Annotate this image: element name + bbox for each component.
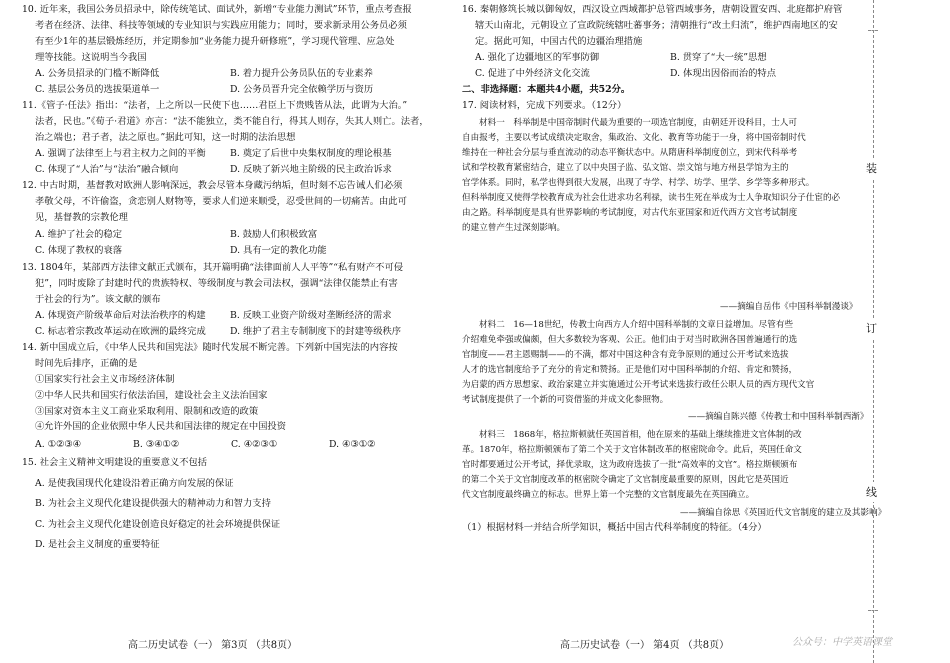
- material-3-line: 革。1870年，格拉斯顿颁布了第二个关于文官体制改革的枢密院命令。此后，英国任命文: [462, 445, 802, 455]
- question-16-line: 16. 秦朝修筑长城以御匈奴，西汉设立西域都护总管西域事务，唐朝设置安西、北庭都护府管: [462, 4, 843, 15]
- watermark: 公众号：中学英语课堂: [792, 637, 892, 648]
- option-d: D. 是社会主义制度的重要特征: [35, 539, 160, 550]
- material-1-line: 由之路。科举制度是具有世界影响的考试制度，对古代东亚国家和近代西方文官考试制度: [462, 208, 798, 218]
- question-15-line: 15. 社会主义精神文明建设的重要意义不包括: [22, 457, 208, 468]
- binding-bracket: [868, 30, 878, 32]
- option-b: B. ③④①②: [133, 439, 180, 450]
- binding-label-zhuang: 装: [866, 158, 877, 178]
- option-a: A. 体现资产阶级革命后对法治秩序的构建: [35, 310, 206, 321]
- option-a: A. 强调了法律至上与君主权力之间的平衡: [35, 148, 206, 159]
- binding-label-xian: 线: [866, 482, 877, 502]
- material-1-line: 维持在一种社会分层与垂直流动的动态平衡状态中。从隋唐科举制度创立，到宋代科举考: [462, 148, 798, 158]
- question-10-line: 考者在经济、法律、科技等领域的专业知识与实践应用能力；同时，要求新录用公务员必须: [35, 19, 407, 31]
- option-a: A. 维护了社会的稳定: [35, 229, 122, 240]
- option-d: D. ④③①②: [329, 439, 376, 450]
- material-3-source: ——摘编自徐思《英国近代文官制度的建立及其影响》: [680, 508, 887, 518]
- question-12-line: 见，基督教的宗教伦理: [35, 211, 128, 223]
- page-footer-left: 高二历史试卷（一） 第3页 （共8页）: [128, 640, 298, 651]
- material-1: [462, 116, 840, 236]
- option-b: B. 着力提升公务员队伍的专业素养: [230, 68, 373, 79]
- question-14-line: ①国家实行社会主义市场经济体制: [35, 373, 175, 385]
- binding-bracket: [868, 610, 878, 612]
- option-d: D. 体现出因俗而治的特点: [670, 68, 777, 79]
- question-14: [22, 340, 398, 435]
- question-15: [22, 453, 280, 556]
- option-c: C. 为社会主义现代化建设创造良好稳定的社会环境提供保证: [35, 518, 281, 530]
- question-10-options: [35, 66, 435, 98]
- option-d: D. 公务员晋升完全依赖学历与资历: [230, 84, 374, 95]
- material-1-line: 的建立曾产生过深刻影响。: [462, 223, 566, 233]
- option-c: C. 体现了教权的衰落: [35, 245, 123, 256]
- material-3: [462, 428, 802, 503]
- option-a: A. 是使我国现代化建设沿着正确方向发展的保证: [35, 477, 234, 489]
- question-16-line: 定。据此可知，中国古代的边疆治理措施: [475, 35, 643, 47]
- question-10-line: 理等技能。这说明当今我国: [35, 51, 147, 63]
- question-14-line: ②中华人民共和国实行依法治国，建设社会主义法治国家: [35, 389, 268, 401]
- option-d: D. 反映了新兴地主阶级的民主政治诉求: [230, 164, 392, 175]
- material-3-line: 材料三 1868年，格拉斯顿就任英国首相，他在原来的基础上继续推进文官体制的改: [479, 430, 802, 440]
- question-13-options: [35, 308, 435, 340]
- question-12-line: 孝敬父母，不许偷盗，贪恋别人财物等，要求人们逆来顺受，忍受世间的一切痛苦。由此可: [35, 195, 407, 207]
- question-14-line: 14. 新中国成立后，《中华人民共和国宪法》随时代发展不断完善。下列新中国宪法的内容按: [22, 342, 398, 353]
- question-12-line: 12. 中古时期，基督教对欧洲人影响深远，教会尽管本身藏污纳垢，但时刻不忘告诫人们必须: [22, 180, 403, 191]
- question-11: [22, 98, 429, 146]
- option-b: B. 鼓励人们积极致富: [230, 229, 318, 240]
- option-c: C. 体现了“人治”与“法治”融合倾向: [35, 164, 179, 175]
- material-3-line: 的第二个关于文官制度改革的枢密院令确定了文官制度最重要的原则，因此它是英国近: [462, 475, 789, 485]
- material-2-line: 介绍难免牵强或偏颇，但大多数较为客观、公正。他们由于对当时欧洲各国普遍通行的选: [462, 335, 798, 345]
- material-1-line: 但科举制度又使得学校教育成为社会仕进求功名利禄，读书生死在举成为士人争取知识分子仕宦的必: [462, 193, 841, 203]
- option-c: C. 标志着宗教改革运动在欧洲的最终完成: [35, 326, 206, 337]
- material-2-source: ——摘编自陈兴德《传教士和中国科举制西渐》: [688, 412, 869, 422]
- question-11-options: [35, 146, 435, 178]
- question-10: [22, 2, 412, 66]
- option-a: A. 公务员招录的门槛不断降低: [35, 68, 160, 79]
- question-16-line: 辖天山南北，元朝设立了宣政院统辖吐蕃事务；清朝推行“改土归流”，维护西南地区的安: [475, 19, 838, 31]
- question-14-options: [35, 437, 435, 453]
- question-14-line: ③国家对资本主义工商业采取利用、限制和改造的政策: [35, 405, 259, 417]
- question-17-stem: 17. 阅读材料，完成下列要求。（12分）: [462, 100, 627, 111]
- option-b: B. 贯穿了“大一统”思想: [670, 52, 767, 63]
- option-d: D. 具有一定的教化功能: [230, 245, 327, 256]
- page-footer-right: 高二历史试卷（一） 第4页 （共8页）: [560, 640, 730, 651]
- option-b: B. 奠定了后世中央集权制度的理论根基: [230, 148, 392, 159]
- material-3-line: 代文官制度最终确立的标志。世界上第一个完整的文官制度最先在英国确立。: [462, 490, 755, 500]
- question-11-line: 治之端也；君子者，法之原也。”据此可知，这一时期的法治思想: [35, 131, 296, 143]
- question-12: [22, 178, 407, 226]
- question-13: [22, 260, 403, 308]
- question-14-line: ④允许外国的企业依照中华人民共和国法律的规定在中国投资: [35, 421, 287, 433]
- left-page: [0, 0, 445, 663]
- question-13-line: 犯”，同时废除了封建时代的贵族特权、等级制度与教会司法权，强调“法律仅能禁止有害: [35, 277, 398, 289]
- material-1-line: 材料一 科举制是中国帝制时代最为重要的一项选官制度，由朝廷开设科目，士人可: [479, 118, 797, 128]
- question-17-part-1: （1）根据材料一并结合所学知识，概括中国古代科举制度的特征。（4分）: [462, 522, 767, 533]
- section-2-heading: 二、非选择题：本题共4小题，共52分。: [462, 84, 631, 95]
- material-1-source: ——摘编自岳伟《中国科举制漫谈》: [720, 302, 858, 312]
- option-c: C. ④②③①: [231, 439, 278, 450]
- question-11-line: 法者，民也。”《荀子·君道》亦言：“法不能独立，类不能自行，得其人则存，失其人则亡。法者，: [35, 115, 429, 127]
- material-3-line: 官时都要通过公开考试，择优录取，这为政府选拔了一批“高效率的文官”。格拉斯顿颁布: [462, 460, 798, 470]
- question-14-line: 时间先后排序，正确的是: [35, 357, 138, 369]
- question-12-options: [35, 227, 435, 259]
- material-2-line: 考试制度提供了一个新的可资借鉴的并成文化参照物。: [462, 395, 669, 405]
- option-a: A. ①②③④: [35, 439, 81, 450]
- material-2-line: 人才的选官制度给予了充分的肯定和赞扬。正是他们对中国科举制的介绍、肯定和赞扬，: [462, 365, 798, 375]
- question-13-line: 于社会的行为”。该文献的颁布: [35, 293, 161, 305]
- question-10-line: 10. 近年来，我国公务员招录中，除传统笔试、面试外，新增“专业能力测试”环节，重点考查报: [22, 4, 412, 15]
- question-16-options: [475, 50, 875, 82]
- material-1-line: 自由报考，主要以考试成绩决定取舍，集政治、文化、教育等功能于一身，将中国帝制时代: [462, 133, 806, 143]
- question-10-line: 有至少1年的基层锻炼经历，并定期参加“业务能力提升研修班”，学习现代管理、应急处: [35, 35, 395, 47]
- option-d: D. 维护了君主专制制度下的封建等级秩序: [230, 326, 402, 337]
- option-b: B. 为社会主义现代化建设提供强大的精神动力和智力支持: [35, 498, 271, 509]
- material-2: [462, 318, 814, 408]
- option-c: C. 基层公务员的选拔渠道单一: [35, 84, 160, 95]
- binding-label-ding: 订: [866, 318, 877, 338]
- material-1-line: 试和学校教育紧密结合，建立了以中央国子监、弘文馆、崇文馆与地方州县学馆为主的: [462, 163, 789, 173]
- question-16: [462, 2, 842, 50]
- material-2-line: 为启蒙的西方思想家、政治家建立并实施通过公开考试来选拔行政任公职人员的西方现代文官: [462, 380, 815, 390]
- question-11-line: 11.《管子·任法》指出：“法者，上之所以一民使下也……君臣上下贵贱皆从法，此谓为大治。”: [22, 100, 408, 111]
- option-c: C. 促进了中外经济文化交流: [475, 68, 590, 79]
- question-13-line: 13. 1804年，某部西方法律文献正式颁布，其开篇明确“法律面前人人平等”“私有财产不可侵: [22, 262, 404, 273]
- material-1-line: 官学体系。同时，私学也得到很大发展，出现了寺学、村学、坊学、里学、乡学等多种形式。: [462, 178, 815, 188]
- option-a: A. 强化了边疆地区的军事防御: [475, 52, 600, 63]
- option-b: B. 反映工业资产阶级对垄断经济的需求: [230, 310, 392, 321]
- material-2-line: 材料二 16—18世纪，传教士向西方人介绍中国科举制的文章日益增加。尽管有些: [479, 320, 794, 330]
- material-2-line: 官制度——君主恩赐制——的不满，都对中国这种含有竞争原则的通过公开考试来选拔: [462, 350, 789, 360]
